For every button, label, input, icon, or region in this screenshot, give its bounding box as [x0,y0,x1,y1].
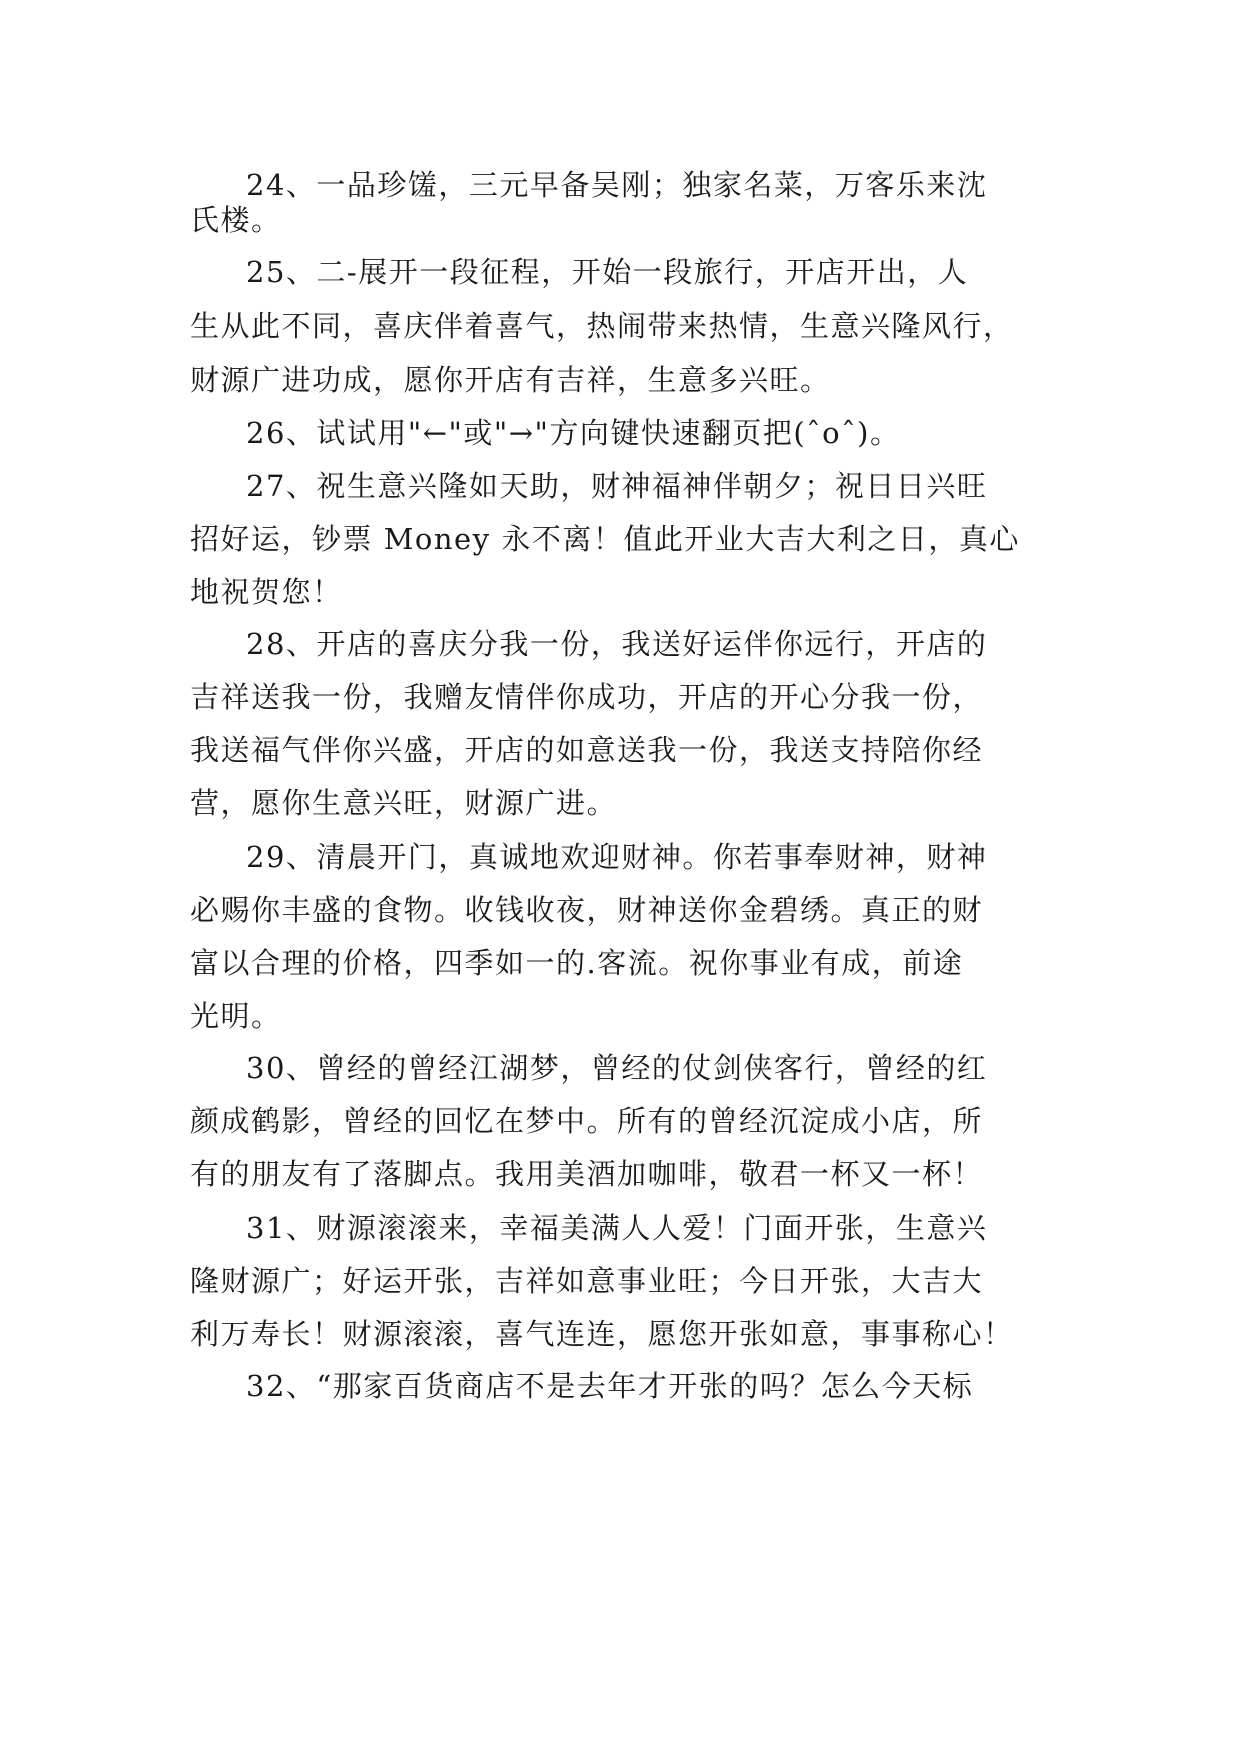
paragraph-28-line-2: 吉祥送我一份，我赠友情伴你成功，开店的开心分我一份， [190,680,984,714]
paragraph-28-line-3: 我送福气伴你兴盛，开店的如意送我一份，我送支持陪你经 [190,733,984,767]
paragraph-29-line-3: 富以合理的价格，四季如一的.客流。祝你事业有成，前途 [190,946,964,980]
paragraph-29-line-1: 29、清晨开门，真诚地欢迎财神。你若事奉财神，财神 [246,840,988,874]
paragraph-27-line-2: 招好运，钞票 Money 永不离！值此开业大吉大利之日，真心 [190,522,1020,556]
paragraph-30-line-3: 有的朋友有了落脚点。我用美酒加咖啡，敬君一杯又一杯！ [190,1157,984,1191]
paragraph-24-line-1: 24、一品珍馐，三元早备吴刚；独家名菜，万客乐来沈 [246,168,988,202]
paragraph-25-line-1: 25、二-展开一段征程，开始一段旅行，开店开出，人 [246,255,969,289]
paragraph-30-line-2: 颜成鹤影，曾经的回忆在梦中。所有的曾经沉淀成小店，所 [190,1104,984,1138]
paragraph-25-line-3: 财源广进功成，愿你开店有吉祥，生意多兴旺。 [190,363,831,397]
paragraph-28-line-1: 28、开店的喜庆分我一份，我送好运伴你远行，开店的 [246,627,988,661]
paragraph-31-line-2: 隆财源广；好运开张，吉祥如意事业旺；今日开张，大吉大 [190,1264,984,1298]
paragraph-27-line-1: 27、祝生意兴隆如天助，财神福神伴朝夕；祝日日兴旺 [246,469,988,503]
paragraph-29-line-2: 必赐你丰盛的食物。收钱收夜，财神送你金碧绣。真正的财 [190,893,984,927]
paragraph-32-line-1: 32、“那家百货商店不是去年才开张的吗？怎么今天标 [246,1369,974,1403]
paragraph-29-line-4: 光明。 [190,999,282,1033]
paragraph-25-line-2: 生从此不同，喜庆伴着喜气，热闹带来热情，生意兴隆风行， [190,309,1014,343]
paragraph-30-line-1: 30、曾经的曾经江湖梦，曾经的仗剑侠客行，曾经的红 [246,1051,988,1085]
paragraph-31-line-1: 31、财源滚滚来，幸福美满人人爱！门面开张，生意兴 [246,1211,988,1245]
paragraph-31-line-3: 利万寿长！财源滚滚，喜气连连，愿您开张如意，事事称心！ [190,1317,1014,1351]
paragraph-28-line-4: 营，愿你生意兴旺，财源广进。 [190,786,618,820]
paragraph-27-line-3: 地祝贺您！ [190,575,343,609]
paragraph-24-line-2: 氏楼。 [190,203,282,237]
paragraph-26-line-1: 26、试试用"←"或"→"方向键快速翻页把(ˆoˆ)。 [246,416,901,450]
